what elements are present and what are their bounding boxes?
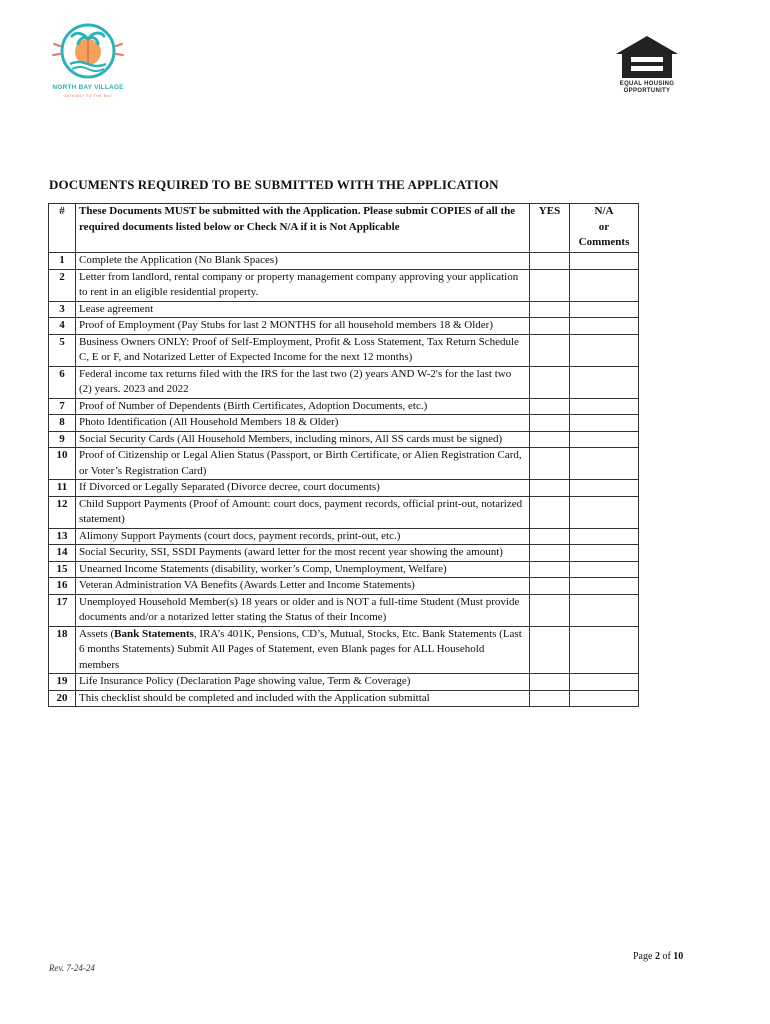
row-number: 2	[49, 269, 76, 301]
row-number: 3	[49, 301, 76, 318]
table-row	[49, 415, 639, 432]
row-yes-checkbox[interactable]	[530, 594, 570, 626]
row-na-comments-field[interactable]	[570, 545, 639, 562]
row-description: Proof of Number of Dependents (Birth Certificates, Adoption Documents, etc.)	[76, 398, 530, 415]
row-yes-checkbox[interactable]	[530, 269, 570, 301]
row-number: 17	[49, 594, 76, 626]
row-description: Unemployed Household Member(s) 18 years or older and is NOT a full-time Student (Must provide documents and/or a notarized letter stating the Status of their Income)	[76, 594, 530, 626]
table-row	[49, 561, 639, 578]
row-na-comments-field[interactable]	[570, 690, 639, 707]
row-description: If Divorced or Legally Separated (Divorce decree, court documents)	[76, 480, 530, 497]
row-number: 6	[49, 366, 76, 398]
row-number: 10	[49, 448, 76, 480]
equal-housing-opportunity-logo	[612, 34, 682, 98]
row-yes-checkbox[interactable]	[530, 415, 570, 432]
table-row	[49, 496, 639, 528]
page-number	[633, 951, 683, 962]
row-description: Federal income tax returns filed with the IRS for the last two (2) years AND W-2's for the last two (2) years. 2023 and 2022	[76, 366, 530, 398]
logo-brand-text: NORTH BAY VILLAGE	[52, 84, 124, 91]
row-na-comments-field[interactable]	[570, 528, 639, 545]
table-row	[49, 448, 639, 480]
page-prefix: Page	[633, 951, 655, 962]
row-number: 5	[49, 334, 76, 366]
row-number: 8	[49, 415, 76, 432]
row-na-comments-field[interactable]	[570, 431, 639, 448]
table-row	[49, 594, 639, 626]
row-description: Veteran Administration VA Benefits (Awards Letter and Income Statements)	[76, 578, 530, 595]
table-row	[49, 690, 639, 707]
row-description: Complete the Application (No Blank Spaces)	[76, 253, 530, 270]
row-na-comments-field[interactable]	[570, 561, 639, 578]
row-yes-checkbox[interactable]	[530, 561, 570, 578]
header-description: These Documents MUST be submitted with the Application. Please submit COPIES of all the required documents listed below or Check N/A if it is Not Applicable	[76, 204, 530, 253]
header-na-comments	[570, 204, 639, 253]
row-yes-checkbox[interactable]	[530, 480, 570, 497]
row-na-comments-field[interactable]	[570, 334, 639, 366]
page-of: of	[659, 951, 674, 962]
documents-checklist-table	[48, 203, 639, 707]
row-yes-checkbox[interactable]	[530, 301, 570, 318]
house-equal-icon	[612, 34, 682, 80]
row-yes-checkbox[interactable]	[530, 674, 570, 691]
table-row	[49, 301, 639, 318]
page-current: 2	[654, 951, 660, 962]
row-description: Business Owners ONLY: Proof of Self-Employment, Profit & Loss Statement, Tax Return Schedule C, E or F, and Notarized Letter of Expected Income for the next 12 months)	[76, 334, 530, 366]
row-description: Child Support Payments (Proof of Amount: court docs, payment records, official print-out, notarized statement)	[76, 496, 530, 528]
table-row	[49, 398, 639, 415]
table-row	[49, 528, 639, 545]
row-yes-checkbox[interactable]	[530, 448, 570, 480]
table-row	[49, 674, 639, 691]
page-total: 10	[673, 951, 684, 962]
row-na-comments-field[interactable]	[570, 415, 639, 432]
row-na-comments-field[interactable]	[570, 366, 639, 398]
row-number: 7	[49, 398, 76, 415]
row-number: 1	[49, 253, 76, 270]
table-row	[49, 578, 639, 595]
row-na-comments-field[interactable]	[570, 318, 639, 335]
table-header-row	[49, 204, 639, 253]
north-bay-village-logo	[46, 18, 130, 102]
eho-line1: EQUAL HOUSING	[619, 81, 675, 87]
table-row	[49, 366, 639, 398]
table-row	[49, 334, 639, 366]
row-na-comments-field[interactable]	[570, 253, 639, 270]
header-or: or	[598, 220, 610, 233]
row-yes-checkbox[interactable]	[530, 578, 570, 595]
row-yes-checkbox[interactable]	[530, 366, 570, 398]
table-row	[49, 253, 639, 270]
row-description: Proof of Citizenship or Legal Alien Status (Passport, or Birth Certificate, or Alien Registration Card, or Voter’s Registration Card)	[76, 448, 530, 480]
table-row	[49, 626, 639, 674]
row-number: 9	[49, 431, 76, 448]
row-number: 15	[49, 561, 76, 578]
row-number: 20	[49, 690, 76, 707]
row-description: Unearned Income Statements (disability, worker’s Comp, Unemployment, Welfare)	[76, 561, 530, 578]
row-yes-checkbox[interactable]	[530, 545, 570, 562]
table-row	[49, 318, 639, 335]
table-row	[49, 480, 639, 497]
row-number: 19	[49, 674, 76, 691]
row-description: Social Security, SSI, SSDI Payments (award letter for the most recent year showing the amount)	[76, 545, 530, 562]
eho-line2: OPPORTUNITY	[623, 88, 671, 94]
header-comments: Comments	[578, 236, 630, 248]
row-na-comments-field[interactable]	[570, 398, 639, 415]
row-description-bold: Bank Statements	[114, 627, 194, 640]
table-row	[49, 269, 639, 301]
eho-text	[612, 81, 682, 95]
row-number: 13	[49, 528, 76, 545]
row-number: 16	[49, 578, 76, 595]
row-yes-checkbox[interactable]	[530, 253, 570, 270]
row-description-pre: Assets (	[79, 627, 115, 640]
header-yes: YES	[530, 204, 570, 253]
row-na-comments-field[interactable]	[570, 626, 639, 674]
row-description-post: , IRA’s 401K, Pensions, CD’s, Mutual, Stocks, Etc. Bank Statements (Last 6 months Statements) Submit All Pages of Statement, even Blank pages for ALL Household members	[79, 627, 522, 671]
row-na-comments-field[interactable]	[570, 594, 639, 626]
row-yes-checkbox[interactable]	[530, 398, 570, 415]
row-description: Lease agreement	[76, 301, 530, 318]
row-na-comments-field[interactable]	[570, 269, 639, 301]
row-yes-checkbox[interactable]	[530, 431, 570, 448]
row-description: Letter from landlord, rental company or property management company approving your application to rent in an eligible residential property.	[76, 269, 530, 301]
table-row	[49, 431, 639, 448]
row-number: 14	[49, 545, 76, 562]
row-number: 4	[49, 318, 76, 335]
row-description	[76, 626, 530, 674]
row-yes-checkbox[interactable]	[530, 528, 570, 545]
table-row	[49, 545, 639, 562]
header-num: #	[49, 204, 76, 253]
row-yes-checkbox[interactable]	[530, 690, 570, 707]
document-title: DOCUMENTS REQUIRED TO BE SUBMITTED WITH THE APPLICATION	[49, 177, 499, 192]
revision-note: Rev. 7-24-24	[49, 963, 95, 973]
row-yes-checkbox[interactable]	[530, 334, 570, 366]
row-yes-checkbox[interactable]	[530, 318, 570, 335]
row-na-comments-field[interactable]	[570, 448, 639, 480]
row-description: Life Insurance Policy (Declaration Page showing value, Term & Coverage)	[76, 674, 530, 691]
row-description: Photo Identification (All Household Members 18 & Older)	[76, 415, 530, 432]
row-description: Proof of Employment (Pay Stubs for last 2 MONTHS for all household members 18 & Older)	[76, 318, 530, 335]
row-na-comments-field[interactable]	[570, 578, 639, 595]
row-yes-checkbox[interactable]	[530, 496, 570, 528]
row-yes-checkbox[interactable]	[530, 626, 570, 674]
header-na: N/A	[594, 205, 614, 217]
row-number: 12	[49, 496, 76, 528]
row-number: 18	[49, 626, 76, 674]
row-description: This checklist should be completed and included with the Application submittal	[76, 690, 530, 707]
row-number: 11	[49, 480, 76, 497]
row-na-comments-field[interactable]	[570, 496, 639, 528]
row-na-comments-field[interactable]	[570, 480, 639, 497]
palm-sun-icon	[46, 18, 130, 84]
row-description: Alimony Support Payments (court docs, payment records, print-out, etc.)	[76, 528, 530, 545]
row-na-comments-field[interactable]	[570, 301, 639, 318]
row-na-comments-field[interactable]	[570, 674, 639, 691]
row-description: Social Security Cards (All Household Members, including minors, All SS cards must be signed)	[76, 431, 530, 448]
logo-tagline-text: GATEWAY TO THE BAY	[63, 94, 113, 98]
